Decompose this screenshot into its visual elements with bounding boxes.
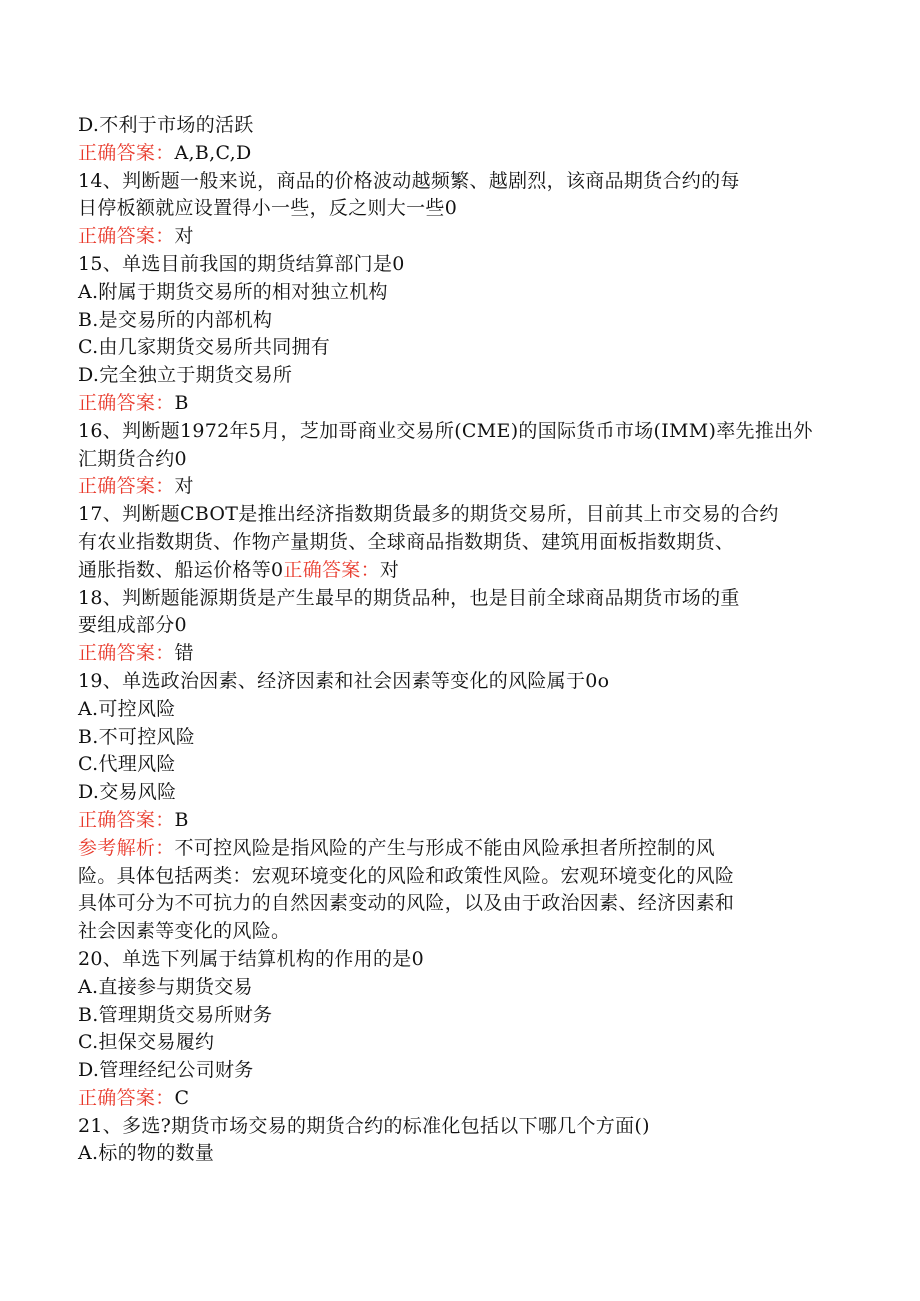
option-b: B.是交易所的内部机构 [78,308,273,331]
answer-label: 正确答案： [283,558,380,581]
option-a: A.标的物的数量 [78,1142,215,1165]
correct-answer [78,640,848,668]
analysis-line-2: 险。具体包括两类：宏观环境变化的风险和政策性风险。宏观环境变化的风险 [78,864,735,887]
answer-label: 正确答案： [78,808,175,831]
question-14-line-1: 14、判断题一般来说，商品的价格波动越频繁、越剧烈，该商品期货合约的每 [78,169,740,192]
question-17-line-3 [78,557,848,585]
question-15: 15、单选目前我国的期货结算部门是0 [78,252,405,275]
analysis-line-1 [78,835,848,863]
answer-label: 正确答案： [78,642,175,665]
analysis-line-3: 具体可分为不可抗力的自然因素变动的风险，以及由于政治因素、经济因素和 [78,892,735,915]
answer-value: 对 [174,225,194,248]
option-a: A.附属于期货交易所的相对独立机构 [78,280,388,303]
analysis-text: 不可控风险是指风险的产生与形成不能由风险承担者所控制的风 [174,836,715,859]
question-18-line-1: 18、判断题能源期货是产生最早的期货品种，也是目前全球商品期货市场的重 [78,586,740,609]
answer-label: 正确答案： [78,475,175,498]
option-b: B.管理期货交易所财务 [78,1003,273,1026]
correct-answer [78,807,848,835]
analysis-label: 参考解析： [78,836,175,859]
question-16-line-1: 16、判断题1972年5月，芝加哥商业交易所(CME)的国际货币市场(IMM)率先推出外 [78,419,813,442]
question-17-line-2: 有农业指数期货、作物产量期货、全球商品指数期货、建筑用面板指数期货、 [78,530,735,553]
question-17-line-1: 17、判断题CBOT是推出经济指数期货最多的期货交易所，目前其上市交易的合约 [78,503,779,526]
answer-value: B [174,808,189,831]
correct-answer [78,390,848,418]
question-21: 21、多选?期货市场交易的期货合约的标准化包括以下哪几个方面() [78,1114,650,1137]
answer-value: 对 [174,475,194,498]
option-d: D.交易风险 [78,781,177,804]
analysis-line-4: 社会因素等变化的风险。 [78,920,291,943]
answer-label: 正确答案： [78,391,175,414]
option-d: D.完全独立于期货交易所 [78,364,293,387]
option-b: B.不可控风险 [78,725,196,748]
answer-value: C [174,1086,190,1109]
correct-answer [78,1085,848,1113]
answer-value: B [174,391,189,414]
option-c: C.代理风险 [78,753,176,776]
document-page [78,112,848,1168]
answer-label: 正确答案： [78,225,175,248]
correct-answer [78,223,848,251]
answer-value: 错 [174,642,194,665]
answer-label: 正确答案： [78,141,175,164]
correct-answer [78,140,848,168]
correct-answer [78,473,848,501]
question-20: 20、单选下列属于结算机构的作用的是0 [78,947,424,970]
option-a: A.直接参与期货交易 [78,975,253,998]
answer-value: 对 [379,558,400,581]
question-19: 19、单选政治因素、经济因素和社会因素等变化的风险属于0o [78,669,610,692]
question-17-text: 通胀指数、船运价格等0 [78,558,284,581]
question-18-line-2: 要组成部分0 [78,614,187,637]
option-d: D.管理经纪公司财务 [78,1059,254,1082]
answer-value: A,B,C,D [174,141,252,164]
option-a: A.可控风险 [78,697,176,720]
option-d: D.不利于市场的活跃 [78,114,254,136]
answer-label: 正确答案： [78,1086,175,1109]
question-14-line-2: 日停板额就应设置得小一些，反之则大一些0 [78,197,458,220]
option-c: C.担保交易履约 [78,1031,215,1054]
question-16-line-2: 汇期货合约0 [78,447,187,470]
option-c: C.由几家期货交易所共同拥有 [78,336,331,359]
